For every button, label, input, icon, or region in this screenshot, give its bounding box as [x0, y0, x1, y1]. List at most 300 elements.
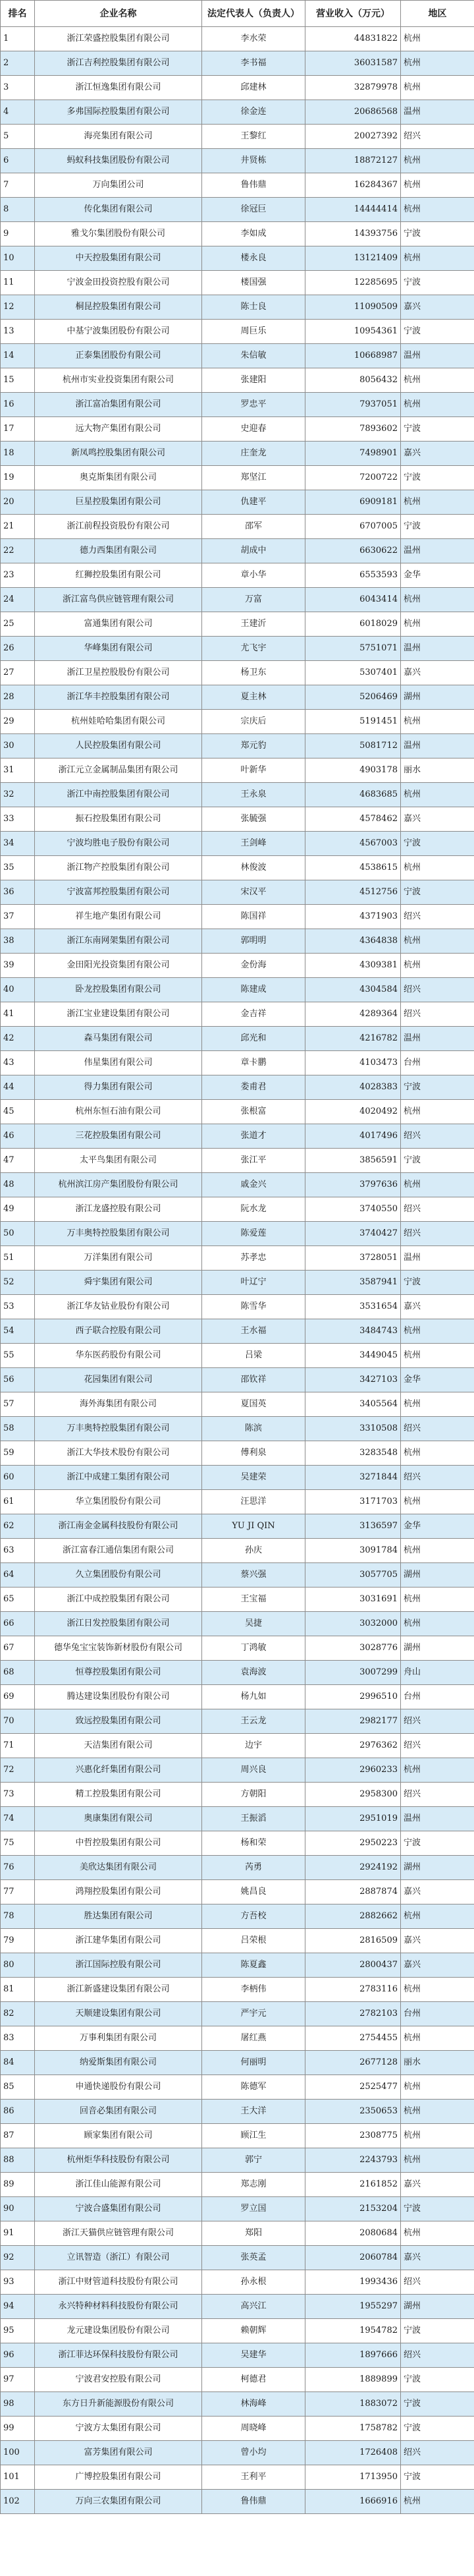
cell-rank: 11 [1, 271, 35, 295]
cell-revenue: 3427103 [305, 1368, 401, 1392]
cell-company-name: 多弗国际控股集团有限公司 [35, 100, 202, 125]
cell-legal-representative: 金吉祥 [202, 1002, 305, 1027]
cell-legal-representative: 王利平 [202, 2465, 305, 2490]
table-row [1, 320, 474, 344]
table-row [1, 1856, 474, 1880]
cell-revenue: 2525477 [305, 2075, 401, 2100]
cell-rank: 90 [1, 2197, 35, 2221]
cell-region: 嘉兴 [401, 807, 474, 832]
cell-legal-representative: 陈雪华 [202, 1295, 305, 1319]
table-row [1, 1149, 474, 1173]
cell-region: 杭州 [401, 2075, 474, 2100]
cell-rank: 47 [1, 1149, 35, 1173]
cell-rank: 96 [1, 2343, 35, 2368]
table-row [1, 1831, 474, 1856]
cell-rank: 92 [1, 2246, 35, 2270]
cell-rank: 75 [1, 1831, 35, 1856]
cell-company-name: 新凤鸣控股集团有限公司 [35, 442, 202, 466]
cell-revenue: 1993436 [305, 2270, 401, 2295]
cell-revenue: 2080684 [305, 2221, 401, 2246]
cell-legal-representative: 丁鸿敏 [202, 1636, 305, 1661]
cell-company-name: 万事利集团有限公司 [35, 2026, 202, 2051]
cell-legal-representative: 蔡兴强 [202, 1563, 305, 1588]
cell-region: 杭州 [401, 2026, 474, 2051]
cell-rank: 56 [1, 1368, 35, 1392]
cell-revenue: 18872127 [305, 149, 401, 173]
cell-legal-representative: 王宝福 [202, 1588, 305, 1612]
cell-legal-representative: 陈建成 [202, 978, 305, 1002]
cell-revenue: 36031587 [305, 51, 401, 76]
cell-rank: 89 [1, 2173, 35, 2197]
cell-legal-representative: 杨九如 [202, 1685, 305, 1709]
cell-company-name: 杭州市实业投资集团有限公司 [35, 368, 202, 393]
cell-rank: 52 [1, 1271, 35, 1295]
cell-legal-representative: 李如成 [202, 222, 305, 246]
table-row [1, 100, 474, 125]
cell-region: 宁波 [401, 1149, 474, 1173]
cell-revenue: 7937051 [305, 393, 401, 417]
cell-rank: 45 [1, 1100, 35, 1124]
table-row [1, 368, 474, 393]
cell-rank: 80 [1, 1953, 35, 1978]
cell-legal-representative: 邵钦祥 [202, 1368, 305, 1392]
cell-region: 杭州 [401, 1100, 474, 1124]
table-row [1, 1490, 474, 1514]
cell-region: 温州 [401, 1807, 474, 1831]
table-row [1, 125, 474, 149]
cell-company-name: 广博控股集团有限公司 [35, 2465, 202, 2490]
cell-region: 绍兴 [401, 1783, 474, 1807]
cell-revenue: 1883072 [305, 2392, 401, 2417]
cell-legal-representative: 何丽明 [202, 2051, 305, 2075]
cell-legal-representative: 陈国祥 [202, 905, 305, 929]
cell-revenue: 2924192 [305, 1856, 401, 1880]
cell-revenue: 3797636 [305, 1173, 401, 1197]
table-row [1, 1417, 474, 1441]
cell-rank: 9 [1, 222, 35, 246]
cell-region: 杭州 [401, 1904, 474, 1929]
table-row [1, 2465, 474, 2490]
cell-region: 嘉兴 [401, 1929, 474, 1953]
cell-region: 宁波 [401, 515, 474, 539]
cell-legal-representative: 姚昌良 [202, 1880, 305, 1904]
cell-region: 杭州 [401, 490, 474, 515]
table-row [1, 1636, 474, 1661]
cell-company-name: 振石控股集团有限公司 [35, 807, 202, 832]
cell-rank: 85 [1, 2075, 35, 2100]
cell-company-name: 奥克斯集团有限公司 [35, 466, 202, 490]
cell-rank: 73 [1, 1783, 35, 1807]
table-row [1, 1368, 474, 1392]
cell-revenue: 3740550 [305, 1197, 401, 1222]
cell-company-name: 浙江荣盛控股集团有限公司 [35, 27, 202, 51]
cell-company-name: 回音必集团有限公司 [35, 2100, 202, 2124]
cell-legal-representative: 吴捷 [202, 1612, 305, 1636]
table-row [1, 2026, 474, 2051]
cell-region: 宁波 [401, 222, 474, 246]
cell-region: 杭州 [401, 2124, 474, 2148]
cell-region: 杭州 [401, 1344, 474, 1368]
cell-rank: 71 [1, 1734, 35, 1758]
cell-rank: 20 [1, 490, 35, 515]
cell-revenue: 5751071 [305, 637, 401, 661]
cell-rank: 87 [1, 2124, 35, 2148]
cell-region: 杭州 [401, 1588, 474, 1612]
cell-revenue: 2308775 [305, 2124, 401, 2148]
table-row [1, 1100, 474, 1124]
cell-rank: 82 [1, 2002, 35, 2026]
table-row [1, 1807, 474, 1831]
cell-rank: 81 [1, 1978, 35, 2002]
cell-company-name: 森马集团有限公司 [35, 1027, 202, 1051]
cell-rank: 27 [1, 661, 35, 685]
cell-legal-representative: 袁海波 [202, 1661, 305, 1685]
cell-rank: 97 [1, 2368, 35, 2392]
table-row [1, 1734, 474, 1758]
cell-region: 杭州 [401, 1539, 474, 1563]
cell-revenue: 2243793 [305, 2148, 401, 2173]
cell-company-name: 中基宁波集团股份有限公司 [35, 320, 202, 344]
table-row [1, 2392, 474, 2417]
cell-revenue: 7200722 [305, 466, 401, 490]
cell-legal-representative: 章小华 [202, 563, 305, 588]
cell-rank: 63 [1, 1539, 35, 1563]
cell-legal-representative: 高兴江 [202, 2295, 305, 2319]
cell-rank: 60 [1, 1466, 35, 1490]
cell-region: 绍兴 [401, 125, 474, 149]
cell-revenue: 4028383 [305, 1075, 401, 1100]
cell-revenue: 2060784 [305, 2246, 401, 2270]
cell-revenue: 1758782 [305, 2417, 401, 2441]
cell-company-name: 祥生地产集团有限公司 [35, 905, 202, 929]
cell-company-name: 巨星控股集团有限公司 [35, 490, 202, 515]
cell-revenue: 4304584 [305, 978, 401, 1002]
cell-revenue: 3856591 [305, 1149, 401, 1173]
cell-rank: 6 [1, 149, 35, 173]
cell-revenue: 13121409 [305, 246, 401, 271]
cell-region: 嘉兴 [401, 2173, 474, 2197]
cell-rank: 49 [1, 1197, 35, 1222]
table-row [1, 2002, 474, 2026]
table-row [1, 588, 474, 612]
cell-revenue: 44831822 [305, 27, 401, 51]
cell-company-name: 胜达集团有限公司 [35, 1904, 202, 1929]
cell-legal-representative: YU JI QIN [202, 1514, 305, 1539]
cell-region: 宁波 [401, 2197, 474, 2221]
cell-company-name: 宁波金田投资控股有限公司 [35, 271, 202, 295]
cell-rank: 66 [1, 1612, 35, 1636]
cell-region: 杭州 [401, 1490, 474, 1514]
cell-legal-representative: 邵军 [202, 515, 305, 539]
table-row [1, 27, 474, 51]
cell-revenue: 4103473 [305, 1051, 401, 1075]
cell-legal-representative: 庄奎龙 [202, 442, 305, 466]
cell-legal-representative: 傅利泉 [202, 1441, 305, 1466]
cell-legal-representative: 顾江生 [202, 2124, 305, 2148]
cell-revenue: 4578462 [305, 807, 401, 832]
cell-company-name: 远大物产集团有限公司 [35, 417, 202, 442]
cell-region: 宁波 [401, 2465, 474, 2490]
cell-rank: 23 [1, 563, 35, 588]
cell-region: 台州 [401, 1051, 474, 1075]
cell-revenue: 1955297 [305, 2295, 401, 2319]
cell-revenue: 2153204 [305, 2197, 401, 2221]
table-row [1, 1173, 474, 1197]
table-row [1, 1392, 474, 1417]
cell-legal-representative: 阮水龙 [202, 1197, 305, 1222]
cell-region: 杭州 [401, 1758, 474, 1783]
table-row [1, 2124, 474, 2148]
cell-company-name: 龙元建设集团股份有限公司 [35, 2319, 202, 2343]
cell-region: 金华 [401, 1514, 474, 1539]
cell-company-name: 恒尊控股集团有限公司 [35, 1661, 202, 1685]
cell-revenue: 2754455 [305, 2026, 401, 2051]
cell-region: 湖州 [401, 1563, 474, 1588]
table-row [1, 734, 474, 758]
cell-region: 宁波 [401, 880, 474, 905]
table-row [1, 173, 474, 198]
cell-region: 金华 [401, 563, 474, 588]
table-row [1, 783, 474, 807]
cell-rank: 43 [1, 1051, 35, 1075]
cell-region: 绍兴 [401, 2270, 474, 2295]
cell-revenue: 3728051 [305, 1246, 401, 1271]
cell-revenue: 3283548 [305, 1441, 401, 1466]
cell-legal-representative: 夏国英 [202, 1392, 305, 1417]
cell-region: 温州 [401, 100, 474, 125]
cell-company-name: 久立集团股份有限公司 [35, 1563, 202, 1588]
cell-company-name: 浙江大华技术股份有限公司 [35, 1441, 202, 1466]
cell-rank: 84 [1, 2051, 35, 2075]
table-row [1, 1441, 474, 1466]
cell-region: 杭州 [401, 2490, 474, 2514]
cell-region: 绍兴 [401, 1124, 474, 1149]
cell-region: 杭州 [401, 393, 474, 417]
cell-company-name: 海外海集团有限公司 [35, 1392, 202, 1417]
cell-legal-representative: 张根富 [202, 1100, 305, 1124]
cell-revenue: 6630622 [305, 539, 401, 563]
table-row [1, 2343, 474, 2368]
cell-region: 杭州 [401, 27, 474, 51]
cell-rank: 46 [1, 1124, 35, 1149]
cell-rank: 50 [1, 1222, 35, 1246]
cell-legal-representative: 张建阳 [202, 368, 305, 393]
table-row [1, 149, 474, 173]
table-row [1, 1929, 474, 1953]
cell-region: 嘉兴 [401, 295, 474, 320]
cell-revenue: 3136597 [305, 1514, 401, 1539]
cell-company-name: 浙江卫星控股股份有限公司 [35, 661, 202, 685]
cell-company-name: 德力西集团有限公司 [35, 539, 202, 563]
table-row [1, 710, 474, 734]
cell-company-name: 浙江菲达环保科技股份有限公司 [35, 2343, 202, 2368]
cell-region: 杭州 [401, 246, 474, 271]
cell-revenue: 3171703 [305, 1490, 401, 1514]
cell-revenue: 1897666 [305, 2343, 401, 2368]
cell-rank: 36 [1, 880, 35, 905]
cell-revenue: 2960233 [305, 1758, 401, 1783]
cell-revenue: 3031691 [305, 1588, 401, 1612]
cell-company-name: 富芳集团有限公司 [35, 2441, 202, 2465]
cell-rank: 37 [1, 905, 35, 929]
cell-region: 绍兴 [401, 1417, 474, 1441]
cell-region: 杭州 [401, 612, 474, 637]
cell-legal-representative: 邱建林 [202, 76, 305, 100]
table-row [1, 661, 474, 685]
cell-company-name: 浙江龙盛控股有限公司 [35, 1197, 202, 1222]
cell-legal-representative: 徐冠巨 [202, 198, 305, 222]
cell-rank: 67 [1, 1636, 35, 1661]
cell-legal-representative: 吴建华 [202, 2343, 305, 2368]
table-row [1, 1709, 474, 1734]
cell-region: 杭州 [401, 149, 474, 173]
cell-rank: 3 [1, 76, 35, 100]
cell-legal-representative: 周巨乐 [202, 320, 305, 344]
cell-company-name: 浙江新盛建设集团有限公司 [35, 1978, 202, 2002]
cell-company-name: 申通快递股份有限公司 [35, 2075, 202, 2100]
header-company-name: 企业名称 [35, 1, 202, 27]
cell-company-name: 浙江前程投资股份有限公司 [35, 515, 202, 539]
cell-rank: 41 [1, 1002, 35, 1027]
header-region: 地区 [401, 1, 474, 27]
cell-company-name: 万向集团公司 [35, 173, 202, 198]
cell-rank: 58 [1, 1417, 35, 1441]
cell-revenue: 3032000 [305, 1612, 401, 1636]
cell-company-name: 兴惠化纤集团有限公司 [35, 1758, 202, 1783]
table-row [1, 1027, 474, 1051]
cell-legal-representative: 邱光和 [202, 1027, 305, 1051]
header-rank: 排名 [1, 1, 35, 27]
cell-revenue: 12285695 [305, 271, 401, 295]
table-row [1, 880, 474, 905]
table-row [1, 1222, 474, 1246]
cell-rank: 76 [1, 1856, 35, 1880]
cell-region: 温州 [401, 1246, 474, 1271]
cell-legal-representative: 王振滔 [202, 1807, 305, 1831]
cell-region: 嘉兴 [401, 2246, 474, 2270]
cell-revenue: 2161852 [305, 2173, 401, 2197]
table-row [1, 832, 474, 856]
cell-legal-representative: 罗立国 [202, 2197, 305, 2221]
cell-company-name: 浙江中南控股集团有限公司 [35, 783, 202, 807]
cell-revenue: 20027392 [305, 125, 401, 149]
cell-company-name: 桐昆控股集团有限公司 [35, 295, 202, 320]
cell-revenue: 2958300 [305, 1783, 401, 1807]
cell-rank: 40 [1, 978, 35, 1002]
cell-revenue: 4903178 [305, 758, 401, 783]
cell-company-name: 致远控股集团有限公司 [35, 1709, 202, 1734]
cell-company-name: 浙江中成控股集团有限公司 [35, 1588, 202, 1612]
cell-company-name: 雅戈尔集团股份有限公司 [35, 222, 202, 246]
cell-rank: 79 [1, 1929, 35, 1953]
cell-rank: 94 [1, 2295, 35, 2319]
cell-region: 温州 [401, 539, 474, 563]
table-row [1, 1295, 474, 1319]
cell-region: 湖州 [401, 685, 474, 710]
cell-rank: 4 [1, 100, 35, 125]
cell-region: 嘉兴 [401, 1880, 474, 1904]
cell-region: 宁波 [401, 2319, 474, 2343]
table-row [1, 2148, 474, 2173]
cell-rank: 22 [1, 539, 35, 563]
table-row [1, 1588, 474, 1612]
table-row [1, 2100, 474, 2124]
table-row [1, 2173, 474, 2197]
cell-rank: 44 [1, 1075, 35, 1100]
cell-company-name: 万洋集团有限公司 [35, 1246, 202, 1271]
cell-rank: 101 [1, 2465, 35, 2490]
cell-rank: 31 [1, 758, 35, 783]
cell-region: 温州 [401, 344, 474, 368]
cell-legal-representative: 万富 [202, 588, 305, 612]
cell-revenue: 6553593 [305, 563, 401, 588]
cell-revenue: 14393756 [305, 222, 401, 246]
cell-region: 绍兴 [401, 1734, 474, 1758]
cell-legal-representative: 张毓强 [202, 807, 305, 832]
cell-region: 嘉兴 [401, 442, 474, 466]
cell-rank: 25 [1, 612, 35, 637]
table-row [1, 758, 474, 783]
cell-legal-representative: 芮勇 [202, 1856, 305, 1880]
cell-company-name: 华东医药股份有限公司 [35, 1344, 202, 1368]
cell-revenue: 7498901 [305, 442, 401, 466]
cell-legal-representative: 张英孟 [202, 2246, 305, 2270]
cell-revenue: 4512756 [305, 880, 401, 905]
table-row [1, 1758, 474, 1783]
cell-revenue: 4364838 [305, 929, 401, 954]
cell-region: 杭州 [401, 1173, 474, 1197]
cell-revenue: 5191451 [305, 710, 401, 734]
cell-legal-representative: 孙永根 [202, 2270, 305, 2295]
cell-region: 宁波 [401, 2368, 474, 2392]
cell-legal-representative: 方朝阳 [202, 1783, 305, 1807]
cell-rank: 18 [1, 442, 35, 466]
cell-company-name: 三花控股集团有限公司 [35, 1124, 202, 1149]
cell-rank: 65 [1, 1588, 35, 1612]
cell-revenue: 2951019 [305, 1807, 401, 1831]
table-row [1, 417, 474, 442]
table-row [1, 1563, 474, 1588]
cell-revenue: 3405564 [305, 1392, 401, 1417]
cell-region: 杭州 [401, 368, 474, 393]
table-row [1, 442, 474, 466]
cell-legal-representative: 仇建平 [202, 490, 305, 515]
cell-region: 绍兴 [401, 1197, 474, 1222]
cell-revenue: 10668987 [305, 344, 401, 368]
cell-region: 嘉兴 [401, 1295, 474, 1319]
table-row [1, 1319, 474, 1344]
cell-region: 杭州 [401, 929, 474, 954]
cell-company-name: 浙江富冶集团有限公司 [35, 393, 202, 417]
cell-region: 丽水 [401, 758, 474, 783]
cell-region: 舟山 [401, 1661, 474, 1685]
cell-company-name: 杭州娃哈哈集团有限公司 [35, 710, 202, 734]
cell-revenue: 2800437 [305, 1953, 401, 1978]
cell-company-name: 万向三农集团有限公司 [35, 2490, 202, 2514]
cell-revenue: 2882662 [305, 1904, 401, 1929]
cell-region: 绍兴 [401, 905, 474, 929]
table-row [1, 1880, 474, 1904]
table-row [1, 637, 474, 661]
cell-revenue: 2976362 [305, 1734, 401, 1758]
table-row [1, 563, 474, 588]
table-row [1, 1271, 474, 1295]
cell-company-name: 浙江日发控股集团有限公司 [35, 1612, 202, 1636]
table-row [1, 539, 474, 563]
cell-company-name: 华立集团股份有限公司 [35, 1490, 202, 1514]
cell-legal-representative: 陈夏鑫 [202, 1953, 305, 1978]
cell-legal-representative: 宋汉平 [202, 880, 305, 905]
